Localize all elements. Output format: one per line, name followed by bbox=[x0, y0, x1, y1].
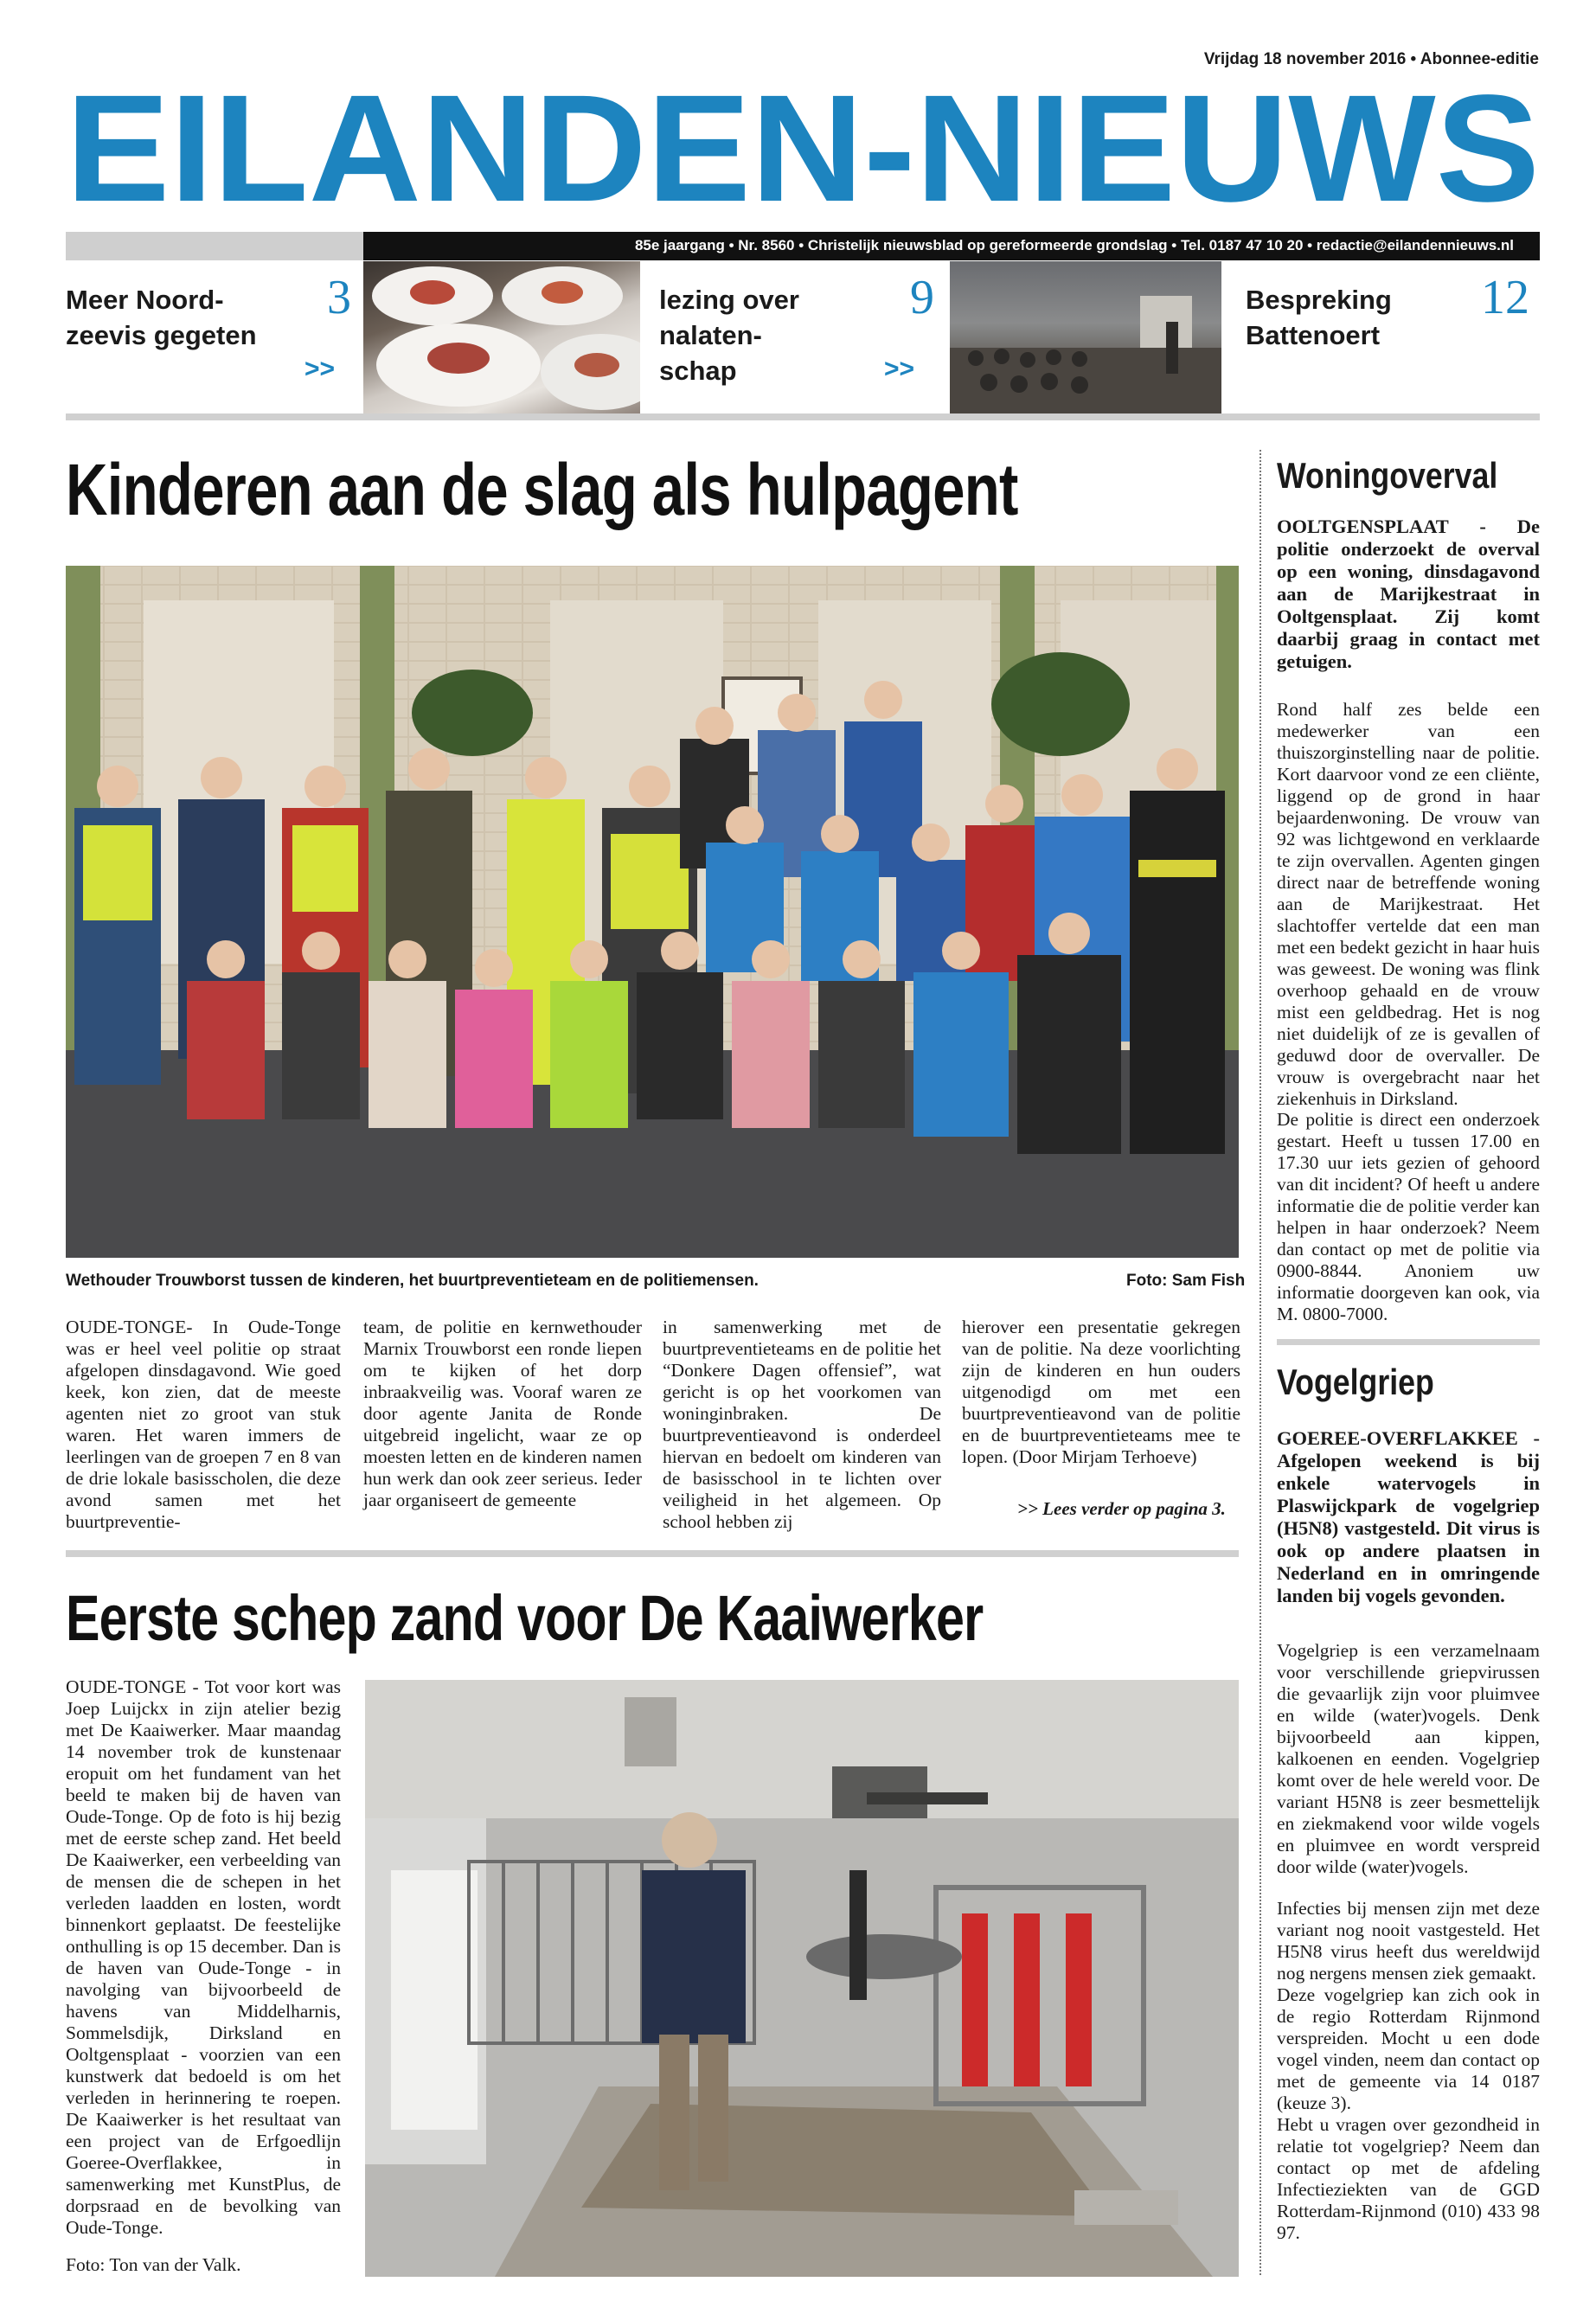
vogelgriep-body-3: Deze vogelgriep kan zich ook in de regio Rotterdam Rijnmond verspreiden. Mocht u een dode vogel vinden, neem dan contact op met de gemeente via 14 0187 (keuze 3). bbox=[1277, 1984, 1540, 2113]
main-article-col-1: OUDE-TONGE- In Oude-Tonge was er heel veel politie op straat afgelopen dinsdagavond. Wie goed keek, kon zien, dat de meeste agenten niet zo groot van stuk waren. Het waren immers de leerlingen van de groepen 7 en 8 van de drie lokale basisscholen, die deze avond samen met het buurtpreventie- bbox=[66, 1317, 341, 1532]
kaaiwerker-photo[interactable] bbox=[365, 1680, 1239, 2277]
header-divider bbox=[66, 232, 363, 260]
vogelgriep-body-2: Infecties bij mensen zijn met deze variant nog nooit vastgesteld. Het H5N8 virus heeft dus wereldwijd nog nergens mensen ziek gemaakt. bbox=[1277, 1898, 1540, 1984]
second-headline[interactable]: Eerste schep zand voor De Kaaiwerker bbox=[66, 1582, 984, 1654]
main-article-col-4: hierover een presentatie gekregen van de politie. Na deze voorlichting zijn de kinderen en hun ouders uitgenodigd om met een buurtpreventieavond van de politie en de buurtpreventieteams mee te lopen. (Door Mirjam Terhoeve) bbox=[962, 1317, 1240, 1467]
main-photo-credit: Foto: Sam Fish bbox=[1126, 1272, 1246, 1290]
teaser-2-photo[interactable] bbox=[950, 261, 1221, 415]
teaser-2-line1: lezing over bbox=[659, 285, 799, 315]
sidebar-divider bbox=[1259, 450, 1261, 2275]
main-photo[interactable] bbox=[66, 566, 1239, 1258]
teaser-1[interactable] bbox=[66, 282, 325, 353]
vogelgriep-body-1: Vogelgriep is een verzamelnaam voor verschillende griepvirussen die gevaarlijk zijn voor pluimvee en wilde (water)vogels. Denk bijvoorbeeld aan kippen, kalkoenen en eenden. Vogelgriep komt over de hele wereld voor. De variant H5N8 is zeer besmettelijk en ziekmakend voor wilde vogels en pluimvee en wordt verspreid door wilde (water)vogels. bbox=[1277, 1640, 1540, 1877]
teaser-3-page[interactable]: 12 bbox=[1481, 271, 1529, 324]
kaaiwerker-photo-illustration bbox=[365, 1680, 1239, 2277]
group-photo-illustration bbox=[66, 566, 1239, 1258]
masthead-title: EILANDEN-NIEUWS bbox=[66, 90, 1540, 204]
vogelgriep-body-4: Hebt u vragen over gezondheid in relatie tot vogelgriep? Neem dan contact op met de afdeling Infectieziekten van de GGD Rotterdam-Rijnmond (010) 433 98 97. bbox=[1277, 2114, 1540, 2243]
teaser-1-arrow[interactable]: >> bbox=[304, 355, 336, 383]
section-rule bbox=[66, 413, 1540, 420]
info-bar: 85e jaargang • Nr. 8560 • Christelijk nieuwsblad op gereformeerde grondslag • Tel. 0187 47 10 20 • redactie@eilandennieuws.nl bbox=[363, 232, 1540, 260]
woningoverval-body-1: Rond half zes belde een medewerker van een thuiszorginstelling naar de politie. Kort daarvoor vond ze een cliënte, liggend op de grond in haar bejaardenwoning. De vrouw van 92 was lichtgewond en verklaarde te zijn overvallen. Agenten gingen direct naar de betreffende woning aan de Marijkestraat. Het slachtoffer vertelde dat een man met een bedekt gezicht in haar huis was geweest. De woning was flink overhoop gehaald en de vrouw mist een geldbedrag. Het is nog niet duidelijk of ze is gevallen of geduwd door de overvaller. De vrouw is overgebracht naar het ziekenhuis in Dirksland. bbox=[1277, 699, 1540, 1109]
teaser-2-arrow[interactable]: >> bbox=[884, 355, 915, 383]
main-article-col-3: in samenwerking met de buurtpreventieteams en de politie het “Donkere Dagen offensief”, wat gericht is op het voorkomen van woninginbraken. De buurtpreventieavond is onderdeel hiervan en bedoelt om kinderen van de basisschool in te lichten over veiligheid in het algemeen. Op school hebben zij bbox=[663, 1317, 941, 1532]
main-article-col-2: team, de politie en kernwethouder Marnix Trouwborst een ronde liepen om te kijken of het dorp inbraakveilig was. Vooraf waren ze door agente Janita de Ronde uitgebreid ingelicht, waar ze op moesten letten en de kinderen namen hun werk dan ook zeer serieus. Ieder jaar organiseert de gemeente bbox=[363, 1317, 642, 1510]
woningoverval-body-2: De politie is direct een onderzoek gestart. Heeft u tussen 17.00 en 17.30 uur iets gezien of gehoord van dit incident? Of heeft u andere informatie die de politie verder kan helpen in haar onderzoek? Neem dan contact op met de politie via 0900-8844. Anoniem uw informatie doorgeven kan ook, via M. 0800-7000. bbox=[1277, 1109, 1540, 1324]
woningoverval-lead: OOLTGENSPLAAT - De politie onderzoekt de overval op een woning, dinsdagavond aan de Marijkestraat in Ooltgensplaat. Zij komt daarbij graag in contact met getuigen. bbox=[1277, 516, 1540, 672]
vogelgriep-lead: GOEREE-OVERFLAKKEE - Afgelopen weekend is bij enkele watervogels in Plaswijckpark de vogelgriep (H5N8) vastgesteld. Dit virus is ook op andere plaatsen in Nederland en in omringende landen bij vogels gevonden. bbox=[1277, 1427, 1540, 1606]
teaser-1-photo[interactable] bbox=[363, 261, 640, 415]
teaser-3-line1: Bespreking bbox=[1246, 285, 1392, 315]
teaser-2-line3: schap bbox=[659, 356, 737, 386]
masthead-logo[interactable] bbox=[66, 90, 1540, 204]
edition-date: Vrijdag 18 november 2016 • Abonnee-editie bbox=[1203, 50, 1539, 68]
teaser-1-line1: Meer Noord- bbox=[66, 285, 224, 315]
teaser-2[interactable] bbox=[659, 282, 832, 388]
second-article-body: OUDE-TONGE - Tot voor kort was Joep Luijckx in zijn atelier bezig met De Kaaiwerker. Maar maandag 14 november trok de kunstenaar eropuit om het fundament van het beeld te maken bij de haven van Oude-Tonge. Op de foto is hij bezig met de eerste schep zand. Het beeld De Kaaiwerker, een verbeelding van de mensen die de schepen in het verleden laadden en losten, wordt binnenkort geplaatst. De feestelijke onthulling is op 15 december. Dan is de haven van Oude-Tonge - in navolging van bijvoorbeeld de havens van Middelharnis, Sommelsdijk, Dirksland en Ooltgensplaat - voorzien van een kunstwerk dat bedoeld is om het verleden in herinnering te roepen. De Kaaiwerker is het resultaat van een project van de Erfgoedlijn Goeree-Overflakkee, in samenwerking met KunstPlus, de dorpsraad en de bevolking van Oude-Tonge. bbox=[66, 1676, 341, 2238]
vogelgriep-title[interactable]: Vogelgriep bbox=[1277, 1362, 1434, 1402]
teaser-2-line2: nalaten- bbox=[659, 320, 762, 350]
main-headline[interactable]: Kinderen aan de slag als hulpagent bbox=[66, 449, 1018, 530]
continued-link[interactable]: >> Lees verder op pagina 3. bbox=[1017, 1498, 1226, 1519]
teaser-2-page[interactable]: 9 bbox=[910, 271, 934, 324]
article-divider bbox=[66, 1550, 1239, 1557]
second-article-credit: Foto: Ton van der Valk. bbox=[66, 2254, 241, 2275]
woningoverval-title[interactable]: Woningoverval bbox=[1277, 455, 1498, 496]
plates-photo-illustration bbox=[363, 261, 640, 415]
teaser-3-line2: Battenoert bbox=[1246, 320, 1381, 350]
lecture-photo-illustration bbox=[950, 261, 1221, 415]
sidebar-rule bbox=[1277, 1339, 1540, 1345]
teaser-1-line2: zeevis gegeten bbox=[66, 320, 257, 350]
teaser-1-page[interactable]: 3 bbox=[327, 271, 351, 324]
teaser-3[interactable] bbox=[1246, 282, 1453, 353]
main-photo-caption: Wethouder Trouwborst tussen de kinderen, het buurtpreventieteam en de politiemensen. bbox=[66, 1272, 759, 1290]
